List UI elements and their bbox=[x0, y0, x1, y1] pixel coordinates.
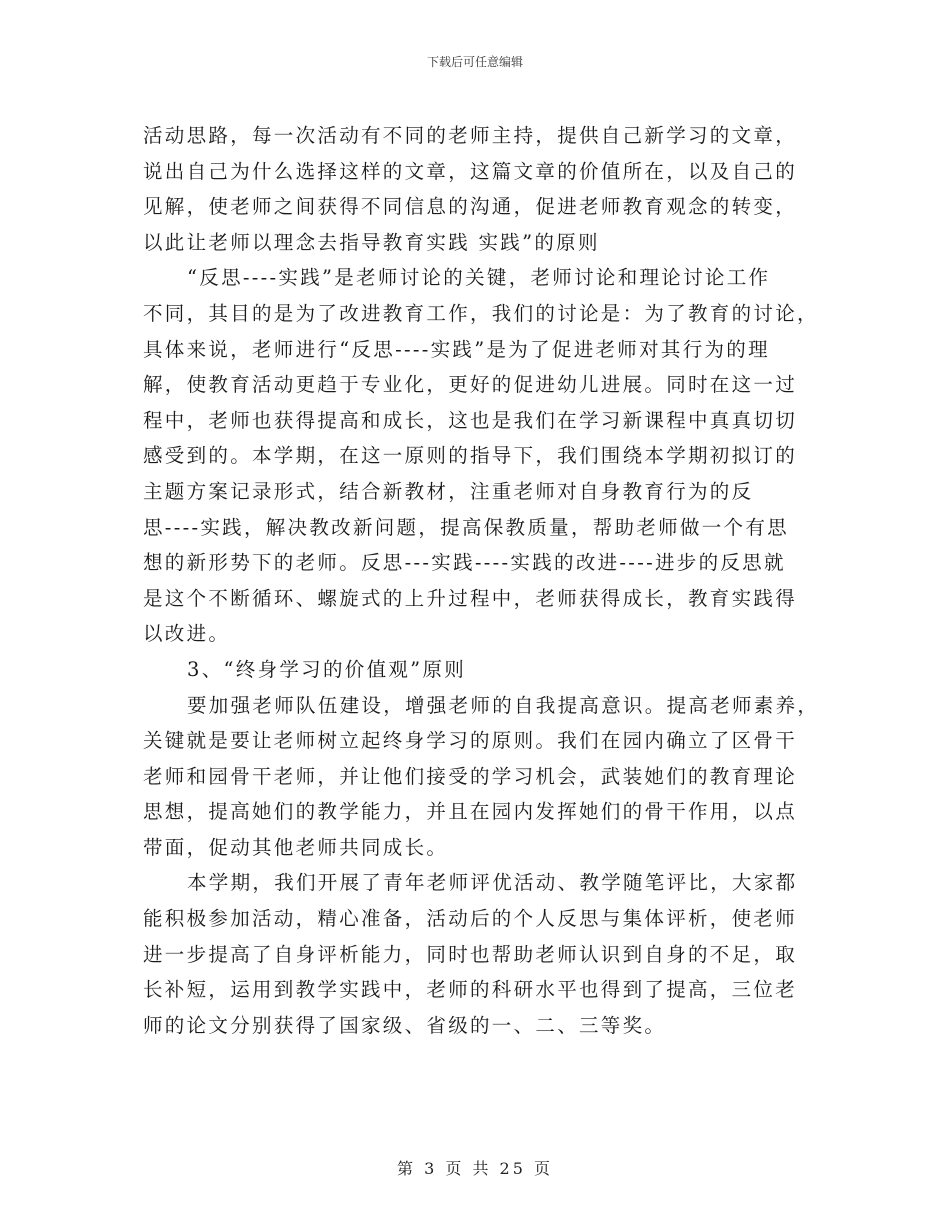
text-line: 不同，其目的是为了改进教育工作，我们的讨论是：为了教育的讨论， bbox=[143, 301, 819, 325]
text-line: 要加强老师队伍建设，增强老师的自我提高意识。提高老师素养， bbox=[187, 693, 820, 717]
text-line: 是这个不断循环、螺旋式的上升过程中，老师获得成长，教育实践得 bbox=[143, 586, 798, 610]
text-line: 思----实践，解决教改新问题，提高保教质量，帮助老师做一个有思 bbox=[143, 515, 789, 539]
text-line: 关键就是要让老师树立起终身学习的原则。我们在园内确立了区骨干 bbox=[143, 729, 798, 753]
text-line: 师的论文分别获得了国家级、省级的一、二、三等奖。 bbox=[143, 1013, 667, 1037]
text-line: 程中，老师也获得提高和成长，这也是我们在学习新课程中真真切切 bbox=[143, 408, 798, 432]
text-line: 想的新形势下的老师。反思---实践----实践的改进----进步的反思就 bbox=[143, 551, 786, 575]
text-line: 本学期，我们开展了青年老师评优活动、教学随笔评比，大家都 bbox=[187, 871, 798, 895]
document-body bbox=[143, 118, 820, 1043]
text-line: 主题方案记录形式，结合新教材，注重老师对自身教育行为的反 bbox=[143, 479, 754, 503]
text-line: 带面，促动其他老师共同成长。 bbox=[143, 835, 449, 859]
text-line: 见解，使老师之间获得不同信息的沟通，促进老师教育观念的转变， bbox=[143, 195, 798, 219]
text-line: 能积极参加活动，精心准备，活动后的个人反思与集体评析，使老师 bbox=[143, 907, 798, 931]
text-line: “反思----实践”是老师讨论的关键，老师讨论和理论讨论工作 bbox=[187, 266, 771, 290]
text-line: 感受到的。本学期，在这一原则的指导下，我们围绕本学期初拟订的 bbox=[143, 444, 798, 468]
section-heading: 3、“终身学习的价值观”原则 bbox=[187, 657, 467, 681]
text-line: 解，使教育活动更趋于专业化，更好的促进幼儿进展。同时在这一过 bbox=[143, 373, 798, 397]
text-line: 思想，提高她们的教学能力，并且在园内发挥她们的骨干作用，以点 bbox=[143, 800, 798, 824]
page-footer: 第 3 页 共 25 页 bbox=[397, 1159, 553, 1178]
text-line: 以改进。 bbox=[143, 622, 231, 646]
page-header: 下载后可任意编辑 bbox=[426, 55, 523, 69]
text-line: 说出自己为什么选择这样的文章，这篇文章的价值所在，以及自己的 bbox=[143, 159, 798, 183]
text-line: 进一步提高了自身评析能力，同时也帮助老师认识到自身的不足，取 bbox=[143, 942, 798, 966]
text-line: 具体来说，老师进行“反思----实践”是为了促进老师对其行为的理 bbox=[143, 337, 770, 361]
text-line: 长补短，运用到教学实践中，老师的科研水平也得到了提高，三位老 bbox=[143, 978, 798, 1002]
text-line: 以此让老师以理念去指导教育实践 实践”的原则 bbox=[143, 230, 600, 254]
text-line: 活动思路，每一次活动有不同的老师主持，提供自己新学习的文章， bbox=[143, 124, 798, 147]
text-line: 老师和园骨干老师，并让他们接受的学习机会，武装她们的教育理论 bbox=[143, 764, 798, 788]
